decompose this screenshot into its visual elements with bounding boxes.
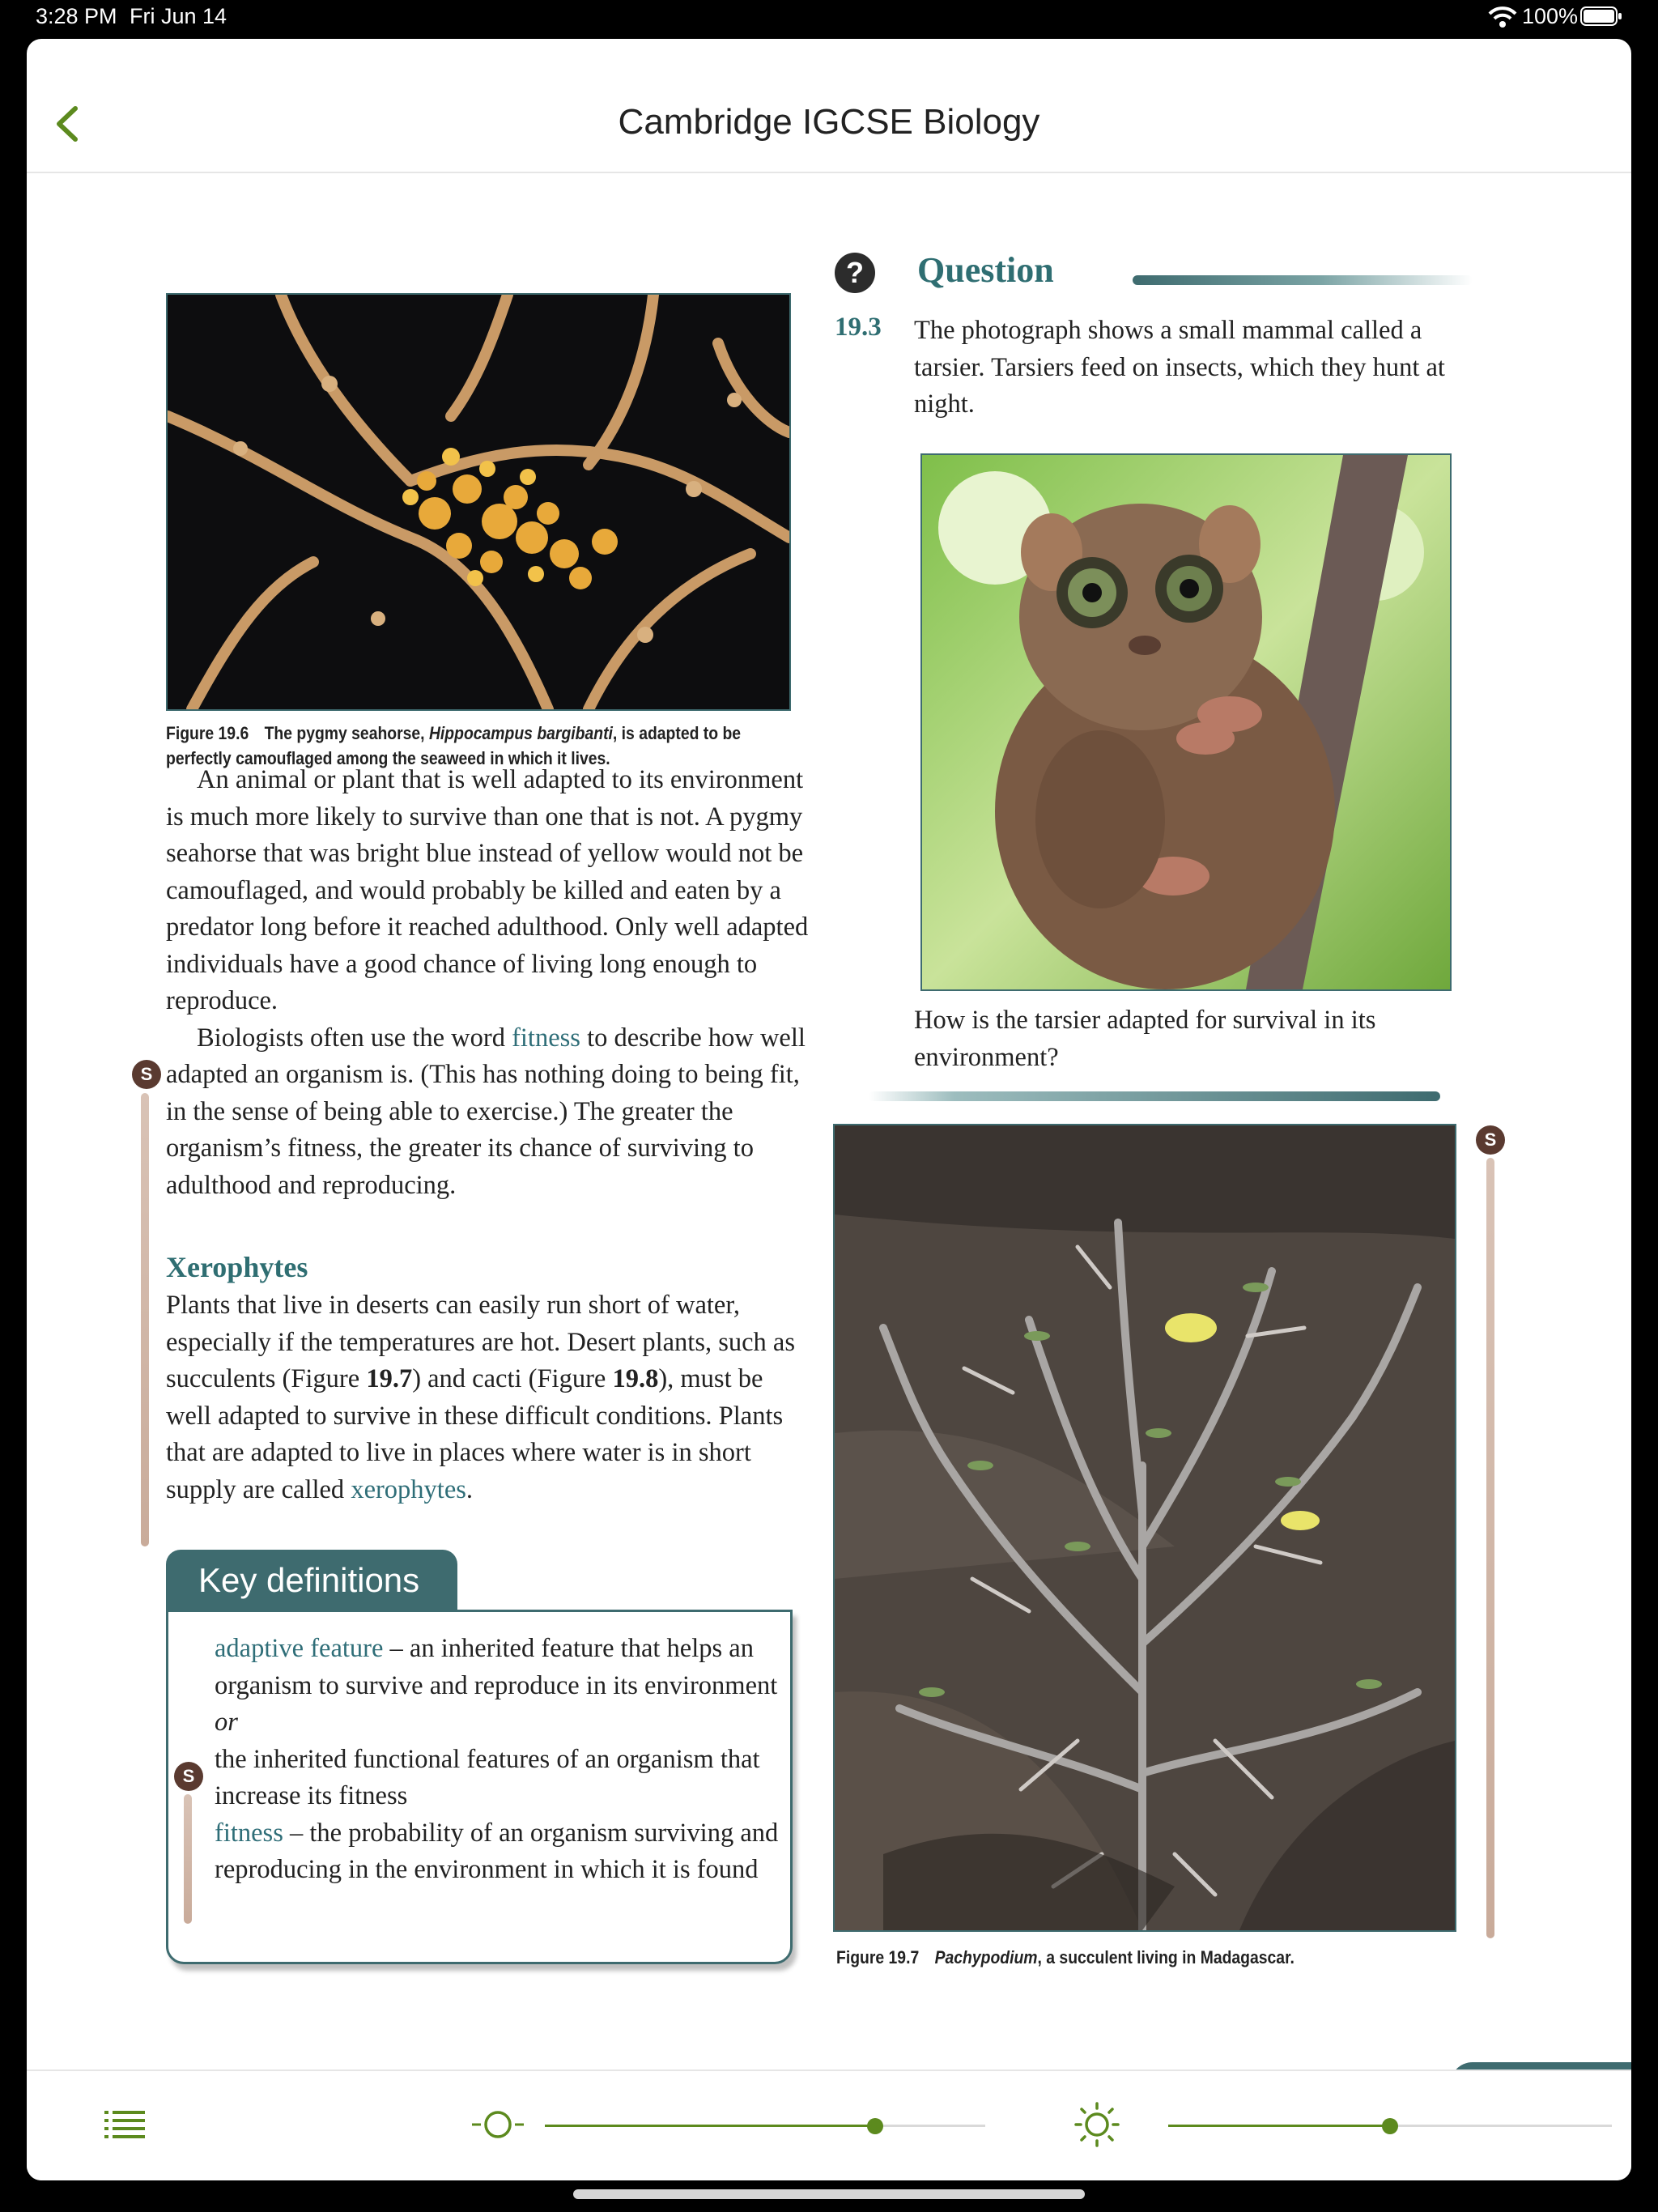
book-page: [27, 173, 1631, 2068]
text-size-icon: [472, 2108, 524, 2141]
figure-label: Figure 19.7: [836, 1947, 920, 1967]
key-definitions-tab: Key definitions: [166, 1550, 457, 1611]
brightness-slider[interactable]: [1168, 2125, 1612, 2127]
text-size-slider[interactable]: [545, 2125, 985, 2127]
text-span: Plants that live in deserts can easily run short of water, especially if the temperatures are hot. Desert plants, such as succulents (Figure: [166, 1291, 796, 1393]
text-span: .: [466, 1474, 474, 1504]
figure-19-6-image: [166, 293, 791, 711]
battery-percent: 100%: [1522, 4, 1579, 28]
home-indicator[interactable]: [573, 2189, 1085, 2199]
keyword-fitness[interactable]: fitness: [512, 1023, 580, 1053]
figure-ref: 19.8: [612, 1364, 659, 1393]
term-adaptive-feature[interactable]: adaptive feature: [215, 1634, 384, 1663]
term-fitness[interactable]: fitness: [215, 1818, 283, 1848]
tarsier-photo: [920, 453, 1452, 991]
status-date: Fri Jun 14: [130, 4, 227, 28]
s-badge-icon: S: [174, 1762, 203, 1791]
text-span: – the probability of an organism surviving and reproducing in the environment in which it is found: [215, 1818, 779, 1884]
figure-19-7-image: [833, 1124, 1456, 1932]
definition-fitness: [215, 1815, 781, 1889]
text-size-slider-fill: [545, 2125, 875, 2127]
question-rule: [1133, 275, 1473, 285]
book-title: Cambridge IGCSE Biology: [618, 102, 1040, 142]
nav-bar: [27, 39, 1631, 173]
caption-text: , a succulent living in Madagascar.: [1037, 1947, 1295, 1967]
text-span: to describe how well adapted an organism is. (This has nothing doing to being fit, in the sense of being able to exercise.) The greater the organism’s fitness, the greater its chance of surviving to adulthood and reproducing.: [166, 1023, 806, 1200]
question-end-rule: [869, 1091, 1440, 1101]
figure-ref: 19.7: [366, 1364, 413, 1393]
question-icon: ?: [835, 253, 875, 293]
text-span: Biologists often use the word: [197, 1023, 512, 1053]
question-text: The photograph shows a small mammal called a tarsier. Tarsiers feed on insects, which they hunt at night.: [914, 316, 1445, 419]
brightness-slider-fill: [1168, 2125, 1390, 2127]
body-text-main: [166, 762, 814, 1204]
xerophytes-text: [166, 1287, 814, 1508]
definition-adaptive-feature: [215, 1631, 781, 1742]
section-heading: Xerophytes: [166, 1251, 308, 1283]
species-name: Pachypodium: [934, 1947, 1038, 1967]
supplement-bar: [141, 1093, 149, 1546]
question-title: Question: [917, 250, 1054, 290]
keyword-xerophytes[interactable]: xerophytes: [351, 1474, 466, 1504]
caption-text: The pygmy seahorse,: [264, 723, 429, 743]
caption-text-rest: , is adapted to be perfectly camouflaged among the seaweed in which it lives.: [166, 723, 742, 768]
text-span: or: [215, 1708, 238, 1737]
figure-19-7-caption: [836, 1945, 1477, 1970]
text-size-slider-knob[interactable]: [867, 2118, 883, 2134]
text-span: – an inherited feature that helps an organism to survive and reproduce in its environment: [215, 1634, 778, 1700]
wifi-icon: [1488, 5, 1517, 29]
paragraph-adaptation: An animal or plant that is well adapted to its environment is much more likely to survive than one that is not. A pygmy seahorse that was bright blue instead of yellow would not be camouflaged, and would probably be killed and eaten by a predator long before it reached adulthood. Only well adapted individuals have a good chance of living long enough to reproduce.: [166, 765, 809, 1015]
reader-window: [27, 39, 1631, 2180]
key-definitions-text: [215, 1631, 781, 1889]
supplement-bar: [184, 1794, 192, 1924]
s-badge-icon: S: [132, 1060, 161, 1089]
species-name: Hippocampus bargibanti: [428, 723, 613, 743]
question-number: 19.3: [835, 313, 882, 342]
figure-label: Figure 19.6: [166, 723, 249, 743]
reader-toolbar: [27, 2069, 1631, 2180]
list-icon[interactable]: [104, 2108, 145, 2141]
status-time: 3:28 PM: [36, 4, 117, 28]
battery-icon: [1580, 6, 1622, 26]
paragraph-xerophytes: [166, 1287, 814, 1508]
brightness-slider-knob[interactable]: [1382, 2118, 1398, 2134]
definition-adaptive-feature-alt: the inherited functional features of an organism that increase its fitness: [215, 1744, 760, 1810]
s-badge-icon: S: [1476, 1125, 1505, 1155]
paragraph-fitness: [166, 1020, 814, 1205]
supplement-bar: [1486, 1158, 1494, 1938]
sun-icon: [1074, 2102, 1120, 2147]
status-bar: [0, 0, 1658, 36]
text-span: ), must be well adapted to survive in these difficult conditions. Plants that are adapted to live in places where water is in short supply are called: [166, 1364, 784, 1504]
text-span: ) and cacti (Figure: [412, 1364, 613, 1393]
question-prompt: How is the tarsier adapted for survival in its environment?: [914, 1006, 1376, 1072]
